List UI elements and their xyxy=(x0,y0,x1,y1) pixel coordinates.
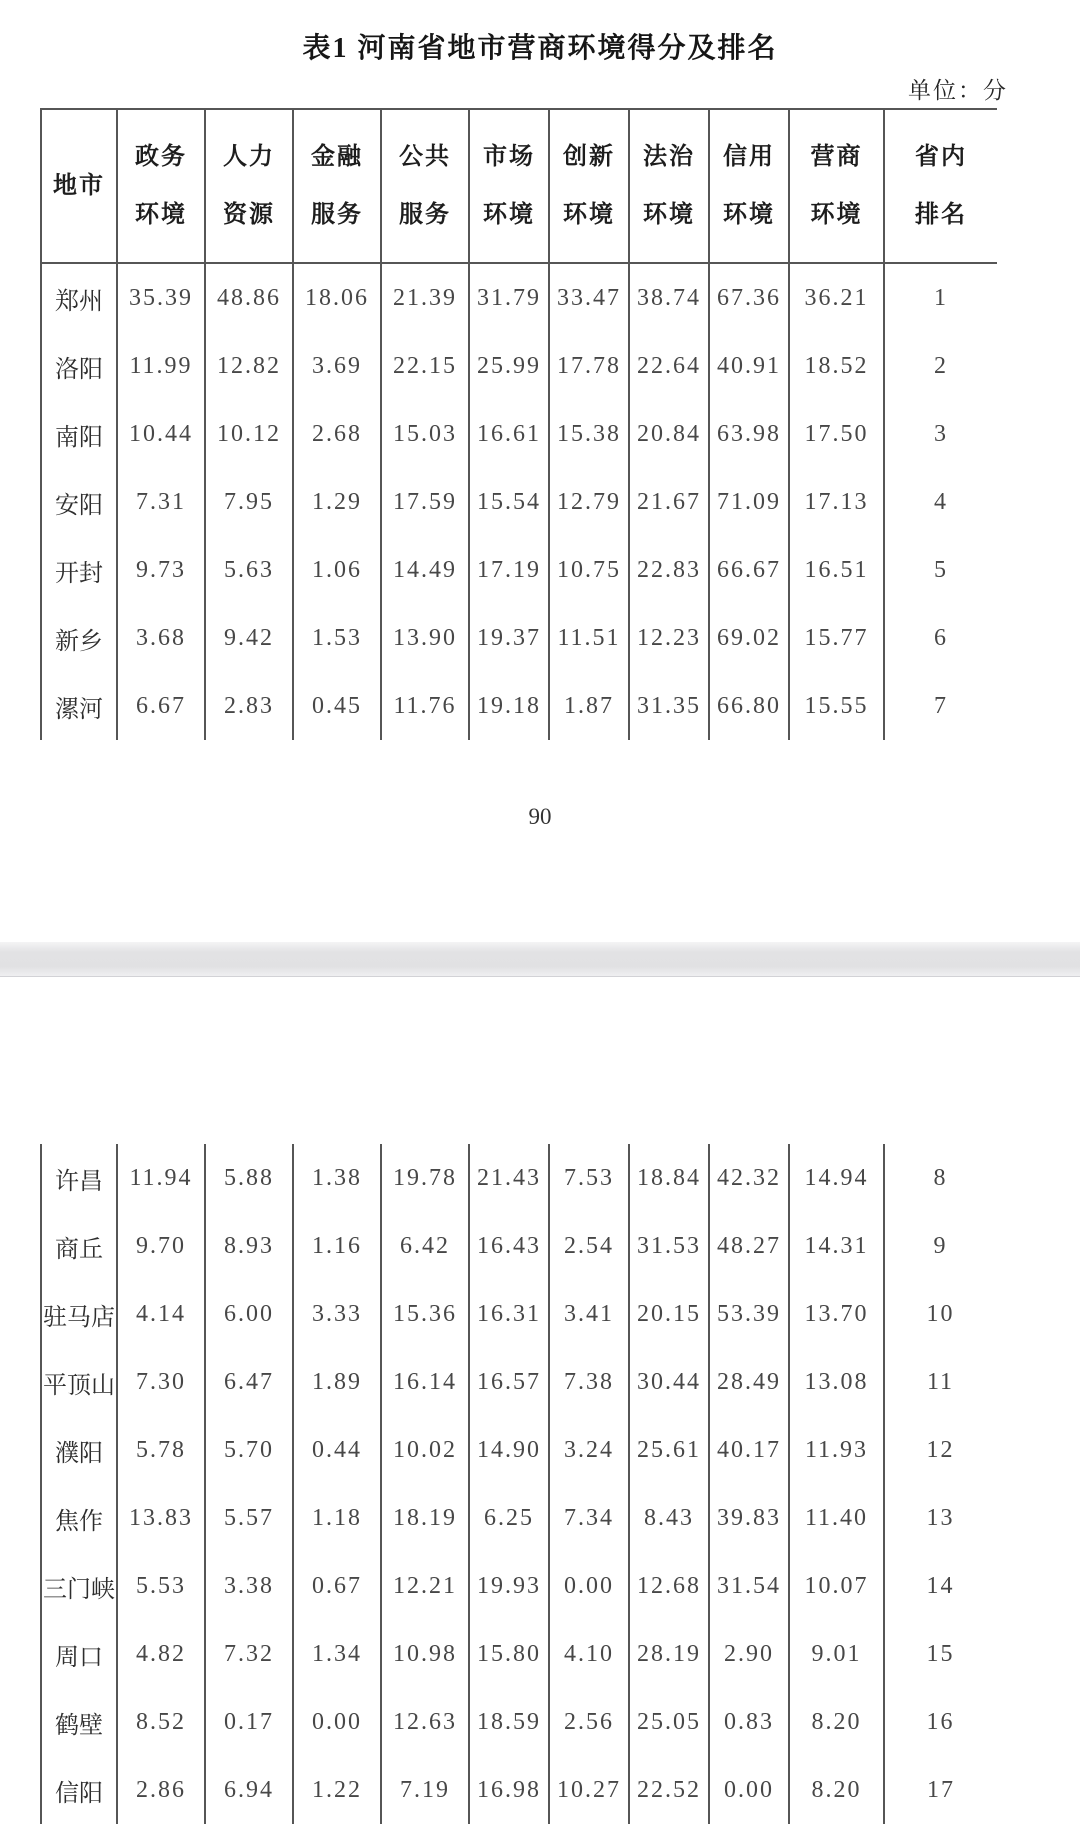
score-cell: 31.53 xyxy=(629,1212,709,1280)
city-cell: 周口 xyxy=(41,1620,117,1688)
city-cell: 焦作 xyxy=(41,1484,117,1552)
score-cell: 66.80 xyxy=(709,672,789,740)
score-cell: 8.43 xyxy=(629,1484,709,1552)
table-row xyxy=(41,332,997,400)
column-header-line: 信用 xyxy=(723,143,775,170)
score-cell: 1.29 xyxy=(293,468,381,536)
score-cell: 1.22 xyxy=(293,1756,381,1824)
score-cell: 14.49 xyxy=(381,536,469,604)
score-cell: 7.19 xyxy=(381,1756,469,1824)
score-cell: 16.98 xyxy=(469,1756,549,1824)
score-cell: 3.69 xyxy=(293,332,381,400)
score-cell: 7.31 xyxy=(117,468,205,536)
city-cell: 洛阳 xyxy=(41,332,117,400)
score-cell: 31.79 xyxy=(469,263,549,332)
rank-cell: 7 xyxy=(934,692,948,719)
score-cell: 10.02 xyxy=(381,1416,469,1484)
score-cell: 1.38 xyxy=(293,1144,381,1212)
score-cell: 1.16 xyxy=(293,1212,381,1280)
score-cell: 15.36 xyxy=(381,1280,469,1348)
score-cell: 7.38 xyxy=(549,1348,629,1416)
page-separator xyxy=(0,942,1080,977)
score-cell: 20.84 xyxy=(629,400,709,468)
score-cell: 35.39 xyxy=(117,263,205,332)
column-header-line: 公共 xyxy=(399,143,451,170)
score-cell: 1.89 xyxy=(293,1348,381,1416)
score-cell: 4.10 xyxy=(549,1620,629,1688)
score-cell: 18.84 xyxy=(629,1144,709,1212)
score-cell: 9.73 xyxy=(117,536,205,604)
score-cell: 7.32 xyxy=(205,1620,293,1688)
score-cell: 2.56 xyxy=(549,1688,629,1756)
column-header-line: 服务 xyxy=(311,202,363,229)
score-cell: 1.34 xyxy=(293,1620,381,1688)
score-cell: 18.52 xyxy=(789,332,884,400)
table-row xyxy=(41,1212,997,1280)
score-cell: 19.18 xyxy=(469,672,549,740)
score-cell: 12.23 xyxy=(629,604,709,672)
column-header xyxy=(884,109,997,263)
score-cell: 9.70 xyxy=(117,1212,205,1280)
column-header-line: 人力 xyxy=(223,143,275,170)
rank-cell: 1 xyxy=(934,284,948,311)
column-header xyxy=(293,109,381,263)
score-cell: 48.86 xyxy=(205,263,293,332)
table-body-page1 xyxy=(41,263,997,740)
score-cell: 1.18 xyxy=(293,1484,381,1552)
score-cell: 1.06 xyxy=(293,536,381,604)
rank-cell: 11 xyxy=(926,1368,955,1395)
score-cell: 13.70 xyxy=(789,1280,884,1348)
score-cell: 18.59 xyxy=(469,1688,549,1756)
score-cell: 5.70 xyxy=(205,1416,293,1484)
score-cell: 2.83 xyxy=(205,672,293,740)
score-cell: 16.51 xyxy=(789,536,884,604)
score-cell: 63.98 xyxy=(709,400,789,468)
score-cell: 22.52 xyxy=(629,1756,709,1824)
score-cell: 11.94 xyxy=(117,1144,205,1212)
score-cell: 10.07 xyxy=(789,1552,884,1620)
score-cell: 25.99 xyxy=(469,332,549,400)
score-cell: 17.78 xyxy=(549,332,629,400)
score-cell: 2.68 xyxy=(293,400,381,468)
column-header-line: 环境 xyxy=(483,202,535,229)
score-cell: 30.44 xyxy=(629,1348,709,1416)
table-row xyxy=(41,1756,997,1824)
rank-cell: 14 xyxy=(926,1572,955,1599)
score-cell: 12.82 xyxy=(205,332,293,400)
score-cell: 67.36 xyxy=(709,263,789,332)
score-cell: 8.20 xyxy=(789,1688,884,1756)
score-cell: 25.61 xyxy=(629,1416,709,1484)
score-cell: 36.21 xyxy=(789,263,884,332)
score-cell: 17.59 xyxy=(381,468,469,536)
score-cell: 0.00 xyxy=(549,1552,629,1620)
score-cell: 12.68 xyxy=(629,1552,709,1620)
rank-cell: 2 xyxy=(934,352,948,379)
column-header-line: 法治 xyxy=(643,143,695,170)
table-row xyxy=(41,1620,997,1688)
rank-cell: 12 xyxy=(926,1436,955,1463)
column-header xyxy=(629,109,709,263)
score-cell: 11.93 xyxy=(789,1416,884,1484)
rank-cell: 5 xyxy=(934,556,948,583)
score-cell: 3.33 xyxy=(293,1280,381,1348)
table-row xyxy=(41,1688,997,1756)
score-cell: 0.67 xyxy=(293,1552,381,1620)
business-env-table-page1 xyxy=(40,108,997,740)
score-cell: 3.68 xyxy=(117,604,205,672)
page-number: 90 xyxy=(528,804,552,829)
city-cell: 濮阳 xyxy=(41,1416,117,1484)
score-cell: 1.87 xyxy=(549,672,629,740)
score-cell: 4.14 xyxy=(117,1280,205,1348)
table-header xyxy=(41,109,997,263)
score-cell: 0.44 xyxy=(293,1416,381,1484)
score-cell: 6.67 xyxy=(117,672,205,740)
score-cell: 16.57 xyxy=(469,1348,549,1416)
score-cell: 21.67 xyxy=(629,468,709,536)
score-cell: 10.27 xyxy=(549,1756,629,1824)
table-row xyxy=(41,263,997,332)
score-cell: 16.61 xyxy=(469,400,549,468)
city-cell: 漯河 xyxy=(41,672,117,740)
city-cell: 开封 xyxy=(41,536,117,604)
table-row xyxy=(41,400,997,468)
score-cell: 3.41 xyxy=(549,1280,629,1348)
score-cell: 40.91 xyxy=(709,332,789,400)
score-cell: 12.21 xyxy=(381,1552,469,1620)
score-cell: 21.43 xyxy=(469,1144,549,1212)
score-cell: 12.79 xyxy=(549,468,629,536)
score-cell: 0.83 xyxy=(709,1688,789,1756)
column-header xyxy=(381,109,469,263)
city-cell: 商丘 xyxy=(41,1212,117,1280)
score-cell: 5.53 xyxy=(117,1552,205,1620)
score-cell: 11.76 xyxy=(381,672,469,740)
score-cell: 10.12 xyxy=(205,400,293,468)
column-header xyxy=(709,109,789,263)
score-cell: 0.17 xyxy=(205,1688,293,1756)
score-cell: 42.32 xyxy=(709,1144,789,1212)
city-cell: 平顶山 xyxy=(41,1348,117,1416)
table-row xyxy=(41,1348,997,1416)
table-row xyxy=(41,536,997,604)
rank-cell: 9 xyxy=(933,1232,948,1259)
score-cell: 7.53 xyxy=(549,1144,629,1212)
score-cell: 5.78 xyxy=(117,1416,205,1484)
city-cell: 南阳 xyxy=(41,400,117,468)
column-header-line: 排名 xyxy=(915,202,967,229)
table-row xyxy=(41,1144,997,1212)
score-cell: 22.64 xyxy=(629,332,709,400)
score-cell: 38.74 xyxy=(629,263,709,332)
rank-cell: 3 xyxy=(934,420,948,447)
column-header-line: 营商 xyxy=(810,143,863,170)
score-cell: 22.83 xyxy=(629,536,709,604)
city-cell: 郑州 xyxy=(41,263,117,332)
column-header-line: 金融 xyxy=(311,143,363,170)
score-cell: 19.93 xyxy=(469,1552,549,1620)
rank-cell: 10 xyxy=(926,1300,955,1327)
rank-cell: 17 xyxy=(927,1776,955,1803)
score-cell: 8.20 xyxy=(789,1756,884,1824)
column-header-line: 环境 xyxy=(563,202,615,229)
score-cell: 11.51 xyxy=(549,604,629,672)
score-cell: 0.00 xyxy=(709,1756,789,1824)
column-header xyxy=(41,109,117,263)
score-cell: 31.54 xyxy=(709,1552,789,1620)
score-cell: 6.94 xyxy=(205,1756,293,1824)
score-cell: 0.45 xyxy=(293,672,381,740)
column-header-line: 环境 xyxy=(810,202,863,229)
score-cell: 11.99 xyxy=(117,332,205,400)
score-cell: 6.42 xyxy=(381,1212,469,1280)
city-cell: 安阳 xyxy=(41,468,117,536)
score-cell: 3.24 xyxy=(549,1416,629,1484)
city-cell: 三门峡 xyxy=(41,1552,117,1620)
score-cell: 17.13 xyxy=(789,468,884,536)
column-header xyxy=(789,109,884,263)
rank-cell: 16 xyxy=(926,1708,955,1735)
score-cell: 20.15 xyxy=(629,1280,709,1348)
score-cell: 6.47 xyxy=(205,1348,293,1416)
score-cell: 25.05 xyxy=(629,1688,709,1756)
city-cell: 鹤壁 xyxy=(41,1688,117,1756)
score-cell: 2.86 xyxy=(117,1756,205,1824)
score-cell: 1.53 xyxy=(293,604,381,672)
score-cell: 7.95 xyxy=(205,468,293,536)
score-cell: 10.98 xyxy=(381,1620,469,1688)
score-cell: 31.35 xyxy=(629,672,709,740)
score-cell: 17.50 xyxy=(789,400,884,468)
score-cell: 19.37 xyxy=(469,604,549,672)
unit-label: 单位：分 xyxy=(908,78,1008,103)
column-header-line: 环境 xyxy=(643,202,695,229)
score-cell: 4.82 xyxy=(117,1620,205,1688)
score-cell: 7.30 xyxy=(117,1348,205,1416)
score-cell: 15.54 xyxy=(469,468,549,536)
column-header xyxy=(549,109,629,263)
table-body-page2 xyxy=(41,1144,997,1824)
score-cell: 28.49 xyxy=(709,1348,789,1416)
score-cell: 16.31 xyxy=(469,1280,549,1348)
score-cell: 5.57 xyxy=(205,1484,293,1552)
score-cell: 2.90 xyxy=(709,1620,789,1688)
table-row xyxy=(41,1416,997,1484)
rank-cell: 13 xyxy=(926,1504,955,1531)
score-cell: 3.38 xyxy=(205,1552,293,1620)
city-cell: 许昌 xyxy=(41,1144,117,1212)
score-cell: 16.43 xyxy=(469,1212,549,1280)
column-header-line: 环境 xyxy=(135,202,187,229)
city-cell: 新乡 xyxy=(41,604,117,672)
score-cell: 15.77 xyxy=(789,604,884,672)
table-title: 表1 河南省地市营商环境得分及排名 xyxy=(302,33,778,64)
score-cell: 9.42 xyxy=(205,604,293,672)
column-header-line: 创新 xyxy=(563,143,615,170)
score-cell: 53.39 xyxy=(709,1280,789,1348)
column-header-line: 服务 xyxy=(399,202,451,229)
score-cell: 17.19 xyxy=(469,536,549,604)
rank-cell: 6 xyxy=(934,624,948,651)
column-header-line: 地市 xyxy=(53,173,105,199)
score-cell: 28.19 xyxy=(629,1620,709,1688)
score-cell: 40.17 xyxy=(709,1416,789,1484)
rank-cell: 4 xyxy=(934,488,948,515)
score-cell: 15.80 xyxy=(469,1620,549,1688)
rank-cell: 8 xyxy=(933,1164,948,1191)
table-row xyxy=(41,1484,997,1552)
city-cell: 信阳 xyxy=(41,1756,117,1824)
score-cell: 15.03 xyxy=(381,400,469,468)
column-header-line: 市场 xyxy=(483,143,535,170)
score-cell: 22.15 xyxy=(381,332,469,400)
score-cell: 11.40 xyxy=(789,1484,884,1552)
score-cell: 13.83 xyxy=(117,1484,205,1552)
score-cell: 9.01 xyxy=(789,1620,884,1688)
score-cell: 0.00 xyxy=(293,1688,381,1756)
column-header xyxy=(469,109,549,263)
score-cell: 39.83 xyxy=(709,1484,789,1552)
score-cell: 6.25 xyxy=(469,1484,549,1552)
header-row xyxy=(41,109,997,263)
score-cell: 12.63 xyxy=(381,1688,469,1756)
score-cell: 8.93 xyxy=(205,1212,293,1280)
score-cell: 14.31 xyxy=(789,1212,884,1280)
score-cell: 13.90 xyxy=(381,604,469,672)
score-cell: 66.67 xyxy=(709,536,789,604)
score-cell: 13.08 xyxy=(789,1348,884,1416)
score-cell: 15.55 xyxy=(789,672,884,740)
score-cell: 18.06 xyxy=(293,263,381,332)
score-cell: 33.47 xyxy=(549,263,629,332)
score-cell: 21.39 xyxy=(381,263,469,332)
score-cell: 5.63 xyxy=(205,536,293,604)
table-row xyxy=(41,604,997,672)
score-cell: 7.34 xyxy=(549,1484,629,1552)
column-header-line: 环境 xyxy=(723,202,775,229)
score-cell: 14.90 xyxy=(469,1416,549,1484)
column-header xyxy=(117,109,205,263)
score-cell: 19.78 xyxy=(381,1144,469,1212)
table-row xyxy=(41,1280,997,1348)
rank-cell: 15 xyxy=(926,1640,955,1667)
score-cell: 14.94 xyxy=(789,1144,884,1212)
city-cell: 驻马店 xyxy=(41,1280,117,1348)
score-cell: 10.75 xyxy=(549,536,629,604)
table-row xyxy=(41,468,997,536)
table-row xyxy=(41,1552,997,1620)
score-cell: 18.19 xyxy=(381,1484,469,1552)
score-cell: 69.02 xyxy=(709,604,789,672)
score-cell: 48.27 xyxy=(709,1212,789,1280)
table-row xyxy=(41,672,997,740)
score-cell: 6.00 xyxy=(205,1280,293,1348)
score-cell: 15.38 xyxy=(549,400,629,468)
score-cell: 71.09 xyxy=(709,468,789,536)
score-cell: 8.52 xyxy=(117,1688,205,1756)
score-cell: 10.44 xyxy=(117,400,205,468)
column-header-line: 政务 xyxy=(135,143,187,170)
score-cell: 2.54 xyxy=(549,1212,629,1280)
column-header xyxy=(205,109,293,263)
column-header-line: 省内 xyxy=(915,143,967,170)
business-env-table-page2 xyxy=(40,1144,998,1824)
column-header-line: 资源 xyxy=(223,202,275,229)
score-cell: 5.88 xyxy=(205,1144,293,1212)
score-cell: 16.14 xyxy=(381,1348,469,1416)
